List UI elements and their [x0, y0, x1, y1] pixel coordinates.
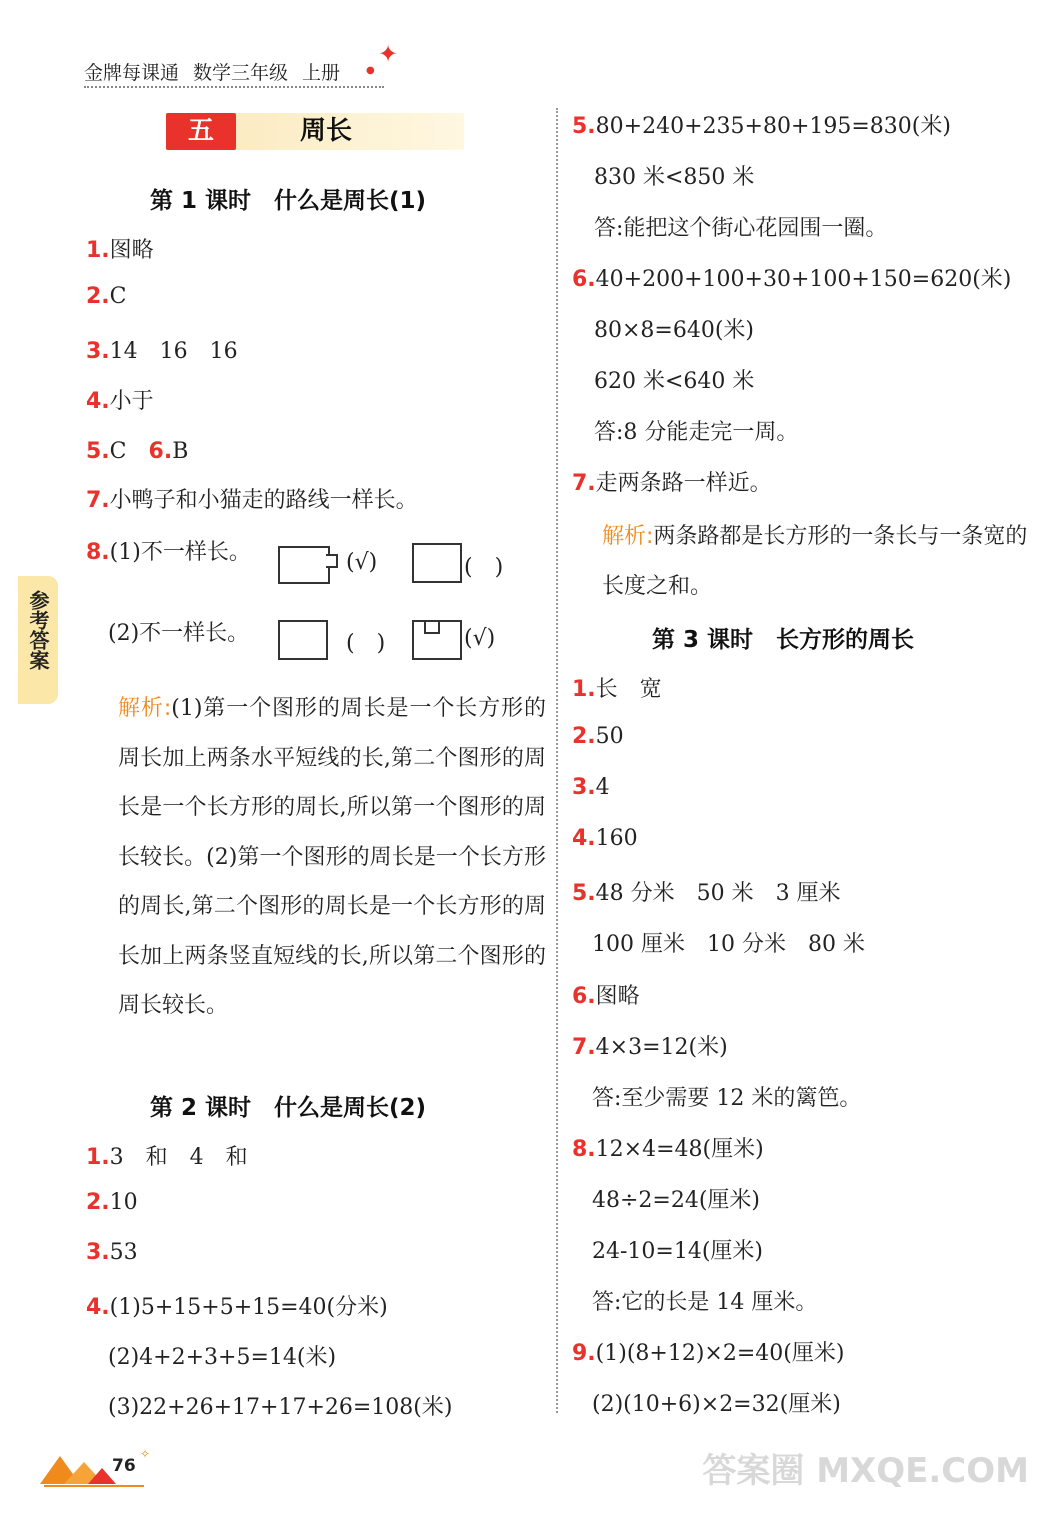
page-number: 76 — [112, 1456, 136, 1476]
analysis-text: (1)第一个图形的周长是一个长方形的周长加上两条水平短线的长,第二个图形的周长是一个长方形的周长,所以第一个图形的周长较长。(2)第一个图形的周长是一个长方形的周长,第二个图形的周长是一个长方形的周长加上两条竖直短线的长,所以第二个图形的周长较长。 — [118, 696, 546, 1018]
answer-line: 3.14 16 16 — [86, 339, 238, 364]
header-dotted-line — [84, 86, 384, 88]
book-header — [84, 58, 354, 85]
answer-line: 答:8 分能走完一周。 — [594, 420, 799, 445]
answer-line: 100 厘米 10 分米 80 米 — [592, 932, 865, 957]
answer-line: 24-10=14(厘米) — [592, 1239, 764, 1264]
answer-line: 7.4×3=12(米) — [572, 1035, 728, 1060]
figure-rect — [412, 543, 462, 583]
mark-r1c2: ( ) — [464, 555, 504, 580]
mark-r2c2: (√) — [464, 626, 496, 651]
answer-line: 4.小于 — [86, 389, 154, 414]
figure-notch — [424, 620, 440, 634]
figure-rect — [278, 620, 328, 660]
subject-grade: 数学三年级 — [193, 62, 289, 84]
answer-line: 4.(1)5+15+5+15=40(分米) — [86, 1295, 388, 1320]
unit-number: 五 — [166, 113, 236, 150]
answer-line: (2)4+2+3+5=14(米) — [108, 1345, 337, 1370]
answer-line: 5.48 分米 50 米 3 厘米 — [572, 881, 841, 906]
answer-line: 1.长 宽 — [572, 677, 662, 702]
analysis-paragraph — [118, 684, 546, 1031]
answer-line: 4.160 — [572, 826, 638, 851]
answer-line: 2.50 — [572, 724, 624, 749]
analysis-label: 解析: — [118, 696, 172, 721]
analysis-paragraph-2 — [602, 512, 1032, 611]
star-icon: ✦ — [378, 40, 399, 68]
answer-line: 48÷2=24(厘米) — [592, 1188, 761, 1213]
answer-line: 2.10 — [86, 1190, 138, 1215]
lesson-3-title: 第 3 课时 长方形的周长 — [652, 627, 915, 653]
watermark: 答案圈 MXQE.COM — [702, 1451, 1029, 1491]
series-name: 金牌每课通 — [84, 62, 180, 84]
mark-r2c1: ( ) — [346, 631, 386, 656]
answer-line: 8.12×4=48(厘米) — [572, 1137, 764, 1162]
answer-line: 答:能把这个街心花园围一圈。 — [594, 216, 888, 241]
answer-line: 7.小鸭子和小猫走的路线一样长。 — [86, 488, 418, 513]
side-tab-label: 参考答案 — [26, 590, 50, 670]
answer-line: (3)22+26+17+17+26=108(米) — [108, 1395, 453, 1420]
q8-part2: (2)不一样长。 — [108, 621, 250, 646]
dot-icon: ● — [366, 65, 375, 76]
answer-line: 5.C 6.B — [86, 439, 189, 464]
answer-line: 830 米<850 米 — [594, 165, 755, 190]
figure-rect-with-tabs — [278, 546, 330, 584]
lesson-2-title: 第 2 课时 什么是周长(2) — [150, 1095, 427, 1121]
answer-line: 9.(1)(8+12)×2=40(厘米) — [572, 1341, 845, 1366]
answer-line: 3.53 — [86, 1240, 138, 1265]
answer-line: 3.4 — [572, 775, 610, 800]
answer-line: 6.40+200+100+30+100+150=620(米) — [572, 267, 1012, 292]
answer-line: 6.图略 — [572, 984, 640, 1009]
column-divider — [556, 108, 558, 1413]
answer-line: 答:它的长是 14 厘米。 — [592, 1290, 818, 1315]
answer-line: 答:至少需要 12 米的篱笆。 — [592, 1086, 862, 1111]
answer-line: 1.3 和 4 和 — [86, 1145, 248, 1170]
q8-part1: 8.(1)不一样长。 — [86, 540, 251, 565]
answer-line: 80×8=640(米) — [594, 318, 755, 343]
analysis-text: 两条路都是长方形的一条长与一条宽的长度之和。 — [602, 524, 1028, 599]
answer-line: (2)(10+6)×2=32(厘米) — [592, 1392, 841, 1417]
answer-line: 5.80+240+235+80+195=830(米) — [572, 114, 951, 139]
svg-text:✧: ✧ — [140, 1448, 150, 1461]
answer-line: 1.图略 — [86, 238, 154, 263]
answer-line: 620 米<640 米 — [594, 369, 755, 394]
unit-title: 周长 — [300, 116, 353, 146]
volume: 上册 — [302, 62, 341, 84]
answer-line: 2.C — [86, 284, 127, 309]
figure-tab — [326, 554, 338, 568]
lesson-1-title: 第 1 课时 什么是周长(1) — [150, 188, 427, 214]
answer-line: 7.走两条路一样近。 — [572, 471, 772, 496]
mark-r1c1: (√) — [346, 550, 378, 575]
analysis-label: 解析: — [602, 524, 654, 549]
